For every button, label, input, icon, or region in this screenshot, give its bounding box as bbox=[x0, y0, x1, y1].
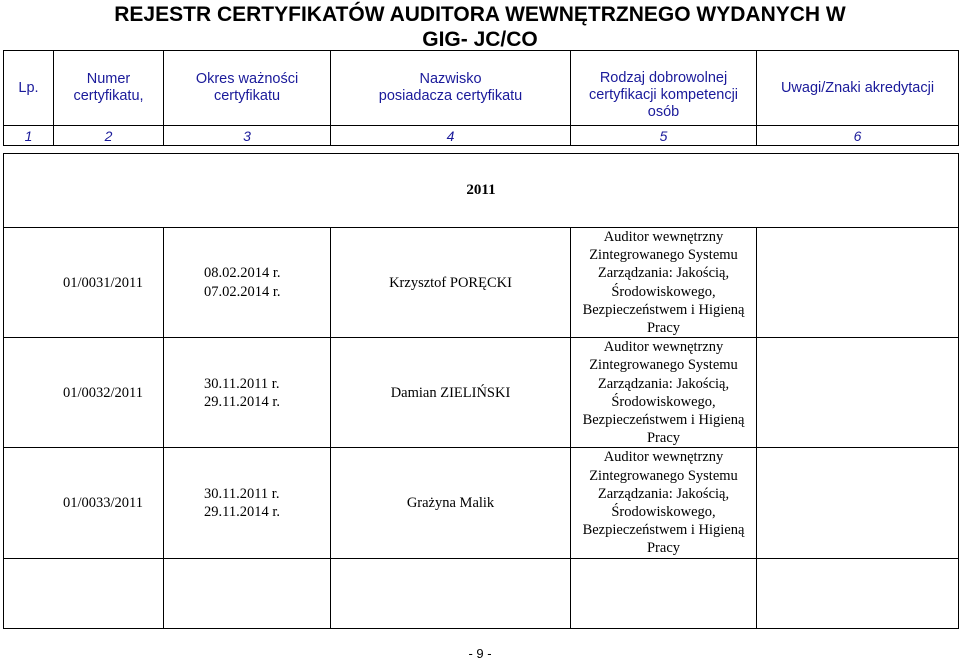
empty-cell bbox=[757, 558, 959, 628]
header-validity: Okres ważności certyfikatu bbox=[164, 51, 331, 126]
title-line-1: REJESTR CERTYFIKATÓW AUDITORA WEWNĘTRZNEGO WYDANYCH W bbox=[114, 3, 846, 26]
empty-cell bbox=[331, 558, 571, 628]
year-cell: 2011 bbox=[4, 154, 959, 228]
spacer-cell bbox=[4, 146, 959, 154]
page-number: - 9 - bbox=[468, 646, 492, 661]
header-certification-type: Rodzaj dobrowolnej certyfikacji kompetencji osób bbox=[571, 51, 757, 126]
column-number-row bbox=[4, 126, 959, 146]
certificate-number: 01/0031/2011 bbox=[4, 228, 164, 338]
year-row bbox=[4, 154, 959, 228]
header-number: Numer certyfikatu, bbox=[54, 51, 164, 126]
table-row bbox=[4, 228, 959, 338]
column-number: 3 bbox=[164, 126, 331, 146]
holder-name: Damian ZIELIŃSKI bbox=[331, 338, 571, 448]
empty-row bbox=[4, 558, 959, 628]
empty-cell bbox=[571, 558, 757, 628]
column-number: 6 bbox=[757, 126, 959, 146]
certification-scope: Auditor wewnętrzny Zintegrowanego Systemu Zarządzania: Jakością, Środowiskowego, Bezpieczeństwem i Higieną Pracy bbox=[571, 338, 757, 448]
empty-cell bbox=[164, 558, 331, 628]
holder-name: Grażyna Malik bbox=[331, 448, 571, 558]
column-number: 2 bbox=[54, 126, 164, 146]
validity-period: 30.11.2011 r. 29.11.2014 r. bbox=[164, 338, 331, 448]
certificate-number: 01/0033/2011 bbox=[4, 448, 164, 558]
column-number: 4 bbox=[331, 126, 571, 146]
column-number: 5 bbox=[571, 126, 757, 146]
table-row bbox=[4, 338, 959, 448]
certification-scope: Auditor wewnętrzny Zintegrowanego Systemu Zarządzania: Jakością, Środowiskowego, Bezpieczeństwem i Higieną Pracy bbox=[571, 228, 757, 338]
validity-period: 30.11.2011 r. 29.11.2014 r. bbox=[164, 448, 331, 558]
spacer-row bbox=[4, 146, 959, 154]
header-row bbox=[4, 51, 959, 126]
notes-cell bbox=[757, 448, 959, 558]
certification-scope: Auditor wewnętrzny Zintegrowanego Systemu Zarządzania: Jakością, Środowiskowego, Bezpieczeństwem i Higieną Pracy bbox=[571, 448, 757, 558]
empty-cell bbox=[4, 558, 164, 628]
column-number: 1 bbox=[4, 126, 54, 146]
certificate-number: 01/0032/2011 bbox=[4, 338, 164, 448]
notes-cell bbox=[757, 338, 959, 448]
holder-name: Krzysztof PORĘCKI bbox=[331, 228, 571, 338]
notes-cell bbox=[757, 228, 959, 338]
certificate-register-table bbox=[3, 50, 959, 629]
header-holder-name: Nazwisko posiadacza certyfikatu bbox=[331, 51, 571, 126]
validity-period: 08.02.2014 r. 07.02.2014 r. bbox=[164, 228, 331, 338]
header-lp: Lp. bbox=[4, 51, 54, 126]
table-row bbox=[4, 448, 959, 558]
title-line-2: GIG- JC/CO bbox=[422, 28, 538, 51]
header-notes: Uwagi/Znaki akredytacji bbox=[757, 51, 959, 126]
document-title bbox=[0, 2, 960, 52]
